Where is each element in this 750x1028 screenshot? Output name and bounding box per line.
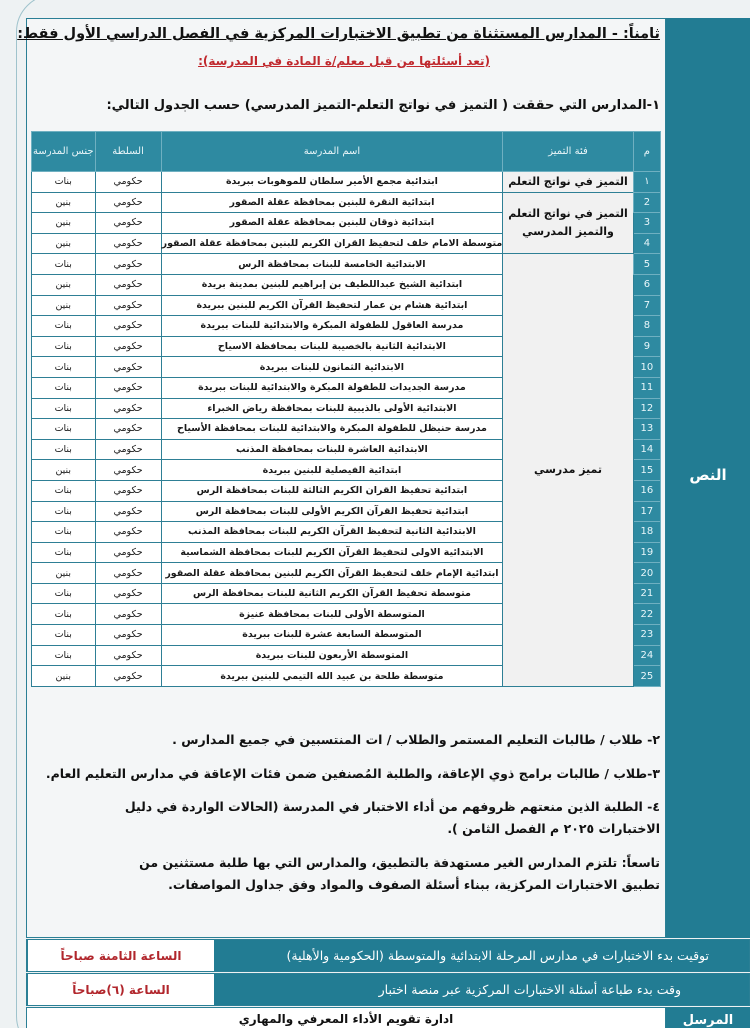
- gender: بنات: [32, 583, 96, 604]
- school-name: الابتدائية الثانية لتحفيظ القرآن الكريم للبنات بمحافظة المذنب: [161, 522, 503, 543]
- row-number: 6: [633, 274, 660, 295]
- gender: بنات: [32, 398, 96, 419]
- gender: بنين: [32, 460, 96, 481]
- authority: حكومي: [95, 625, 161, 646]
- authority: حكومي: [95, 274, 161, 295]
- authority: حكومي: [95, 522, 161, 543]
- row-number: 19: [633, 542, 660, 563]
- school-name: مدرسة العاقول للطفولة المبكرة والابتدائية للبنات ببريدة: [161, 316, 503, 337]
- school-name: الابتدائية الخامسة للبنات بمحافظة الرس: [161, 254, 503, 275]
- gender: بنات: [32, 254, 96, 275]
- row-number: 3: [633, 213, 660, 234]
- school-name: مدرسة الجديدات للطفولة المبكرة والابتدائية للبنات ببريدة: [161, 377, 503, 398]
- authority: حكومي: [95, 419, 161, 440]
- paragraph-ninth: تاسعاً: تلتزم المدارس الغير مستهدفة بالتطبيق، والمدارس التي بها طلبة مستثنين من تطبيق الاختبارات المركزية، ببناء أسئلة الصفوف والمواد وفق جداول المواصفات.: [139, 855, 660, 892]
- header-gender: جنس المدرسة: [32, 132, 96, 172]
- authority: حكومي: [95, 213, 161, 234]
- gender: بنين: [32, 274, 96, 295]
- authority: حكومي: [95, 501, 161, 522]
- school-name: ابتدائية تحفيظ القران الكريم الثالثة للبنات بمحافظة الرس: [161, 480, 503, 501]
- intro-line: ١-المدارس التي حققت ( التميز في نواتج التعلم-التميز المدرسي) حسب الجدول التالي:: [106, 98, 660, 113]
- timing-value: الساعة الثامنة صباحاً: [27, 940, 214, 971]
- header-num: م: [633, 132, 660, 172]
- sender-label: المرسل: [666, 1007, 750, 1028]
- row-number: 8: [633, 316, 660, 337]
- school-name: ابتدائية الشيخ عبداللطيف بن إبراهيم للبنين بمدينة بريدة: [161, 274, 503, 295]
- table-row: [32, 254, 661, 275]
- school-name: المتوسطة الأولى للبنات بمحافظة عنيزة: [161, 604, 503, 625]
- row-number: 15: [633, 460, 660, 481]
- authority: حكومي: [95, 398, 161, 419]
- gender: بنين: [32, 233, 96, 254]
- school-name: متوسطة الامام خلف لتحفيظ القران الكريم للبنين بمحافظة عقلة الصقور: [161, 233, 503, 254]
- row-number: 12: [633, 398, 660, 419]
- section-title: ثامناً: - المدارس المستثناة من تطبيق الاختبارات المركزية في الفصل الدراسي الأول فقط:: [17, 26, 660, 42]
- gender: بنات: [32, 316, 96, 337]
- side-label: النص: [689, 466, 727, 484]
- authority: حكومي: [95, 645, 161, 666]
- category-cell: التميز في نواتج التعلم والتميز المدرسي: [503, 192, 634, 254]
- gender: بنات: [32, 377, 96, 398]
- row-number: 23: [633, 625, 660, 646]
- row-number: ١: [633, 172, 660, 193]
- category-cell: تميز مدرسي: [503, 254, 634, 686]
- row-number: 7: [633, 295, 660, 316]
- school-name: ابتدائية تحفيظ القرآن الكريم الأولى للبنات بمحافظة الرس: [161, 501, 503, 522]
- header-category: فئة التميز: [503, 132, 634, 172]
- table-header-row: [32, 132, 661, 172]
- school-name: الابتدائية الاولى لتحفيظ القرآن الكريم للبنات بمحافظة الشماسية: [161, 542, 503, 563]
- school-name: ابتدائية هشام بن عمار لتحفيظ القرآن الكريم للبنين ببريدة: [161, 295, 503, 316]
- school-name: الابتدائية الثانية بالخصيبة للبنات بمحافظة الاسياح: [161, 336, 503, 357]
- gender: بنات: [32, 645, 96, 666]
- row-number: 16: [633, 480, 660, 501]
- school-name: ابتدائية الإمام خلف لتحفيظ القرآن الكريم للبنين بمحافظة عقلة الصقور: [161, 563, 503, 584]
- row-number: 17: [633, 501, 660, 522]
- authority: حكومي: [95, 563, 161, 584]
- row-number: 13: [633, 419, 660, 440]
- authority: حكومي: [95, 172, 161, 193]
- school-name: ابتدائية مجمع الأمير سلطان للموهوبات ببريدة: [161, 172, 503, 193]
- paragraph-3: ٣-طلاب / طالبات برامج ذوي الإعاقة، والطلبة المُصنفين ضمن فئات الإعاقة في مدارس التعليم العام.: [45, 766, 660, 781]
- authority: حكومي: [95, 336, 161, 357]
- school-name: المتوسطة السابعة عشرة للبنات ببريدة: [161, 625, 503, 646]
- row-number: 2: [633, 192, 660, 213]
- gender: بنات: [32, 439, 96, 460]
- authority: حكومي: [95, 460, 161, 481]
- row-number: 10: [633, 357, 660, 378]
- authority: حكومي: [95, 316, 161, 337]
- row-number: 24: [633, 645, 660, 666]
- school-name: ابتدائية الفيصلية للبنين ببريدة: [161, 460, 503, 481]
- header-authority: السلطة: [95, 132, 161, 172]
- timing-value: الساعة (٦)صباحاً: [27, 974, 214, 1005]
- gender: بنين: [32, 213, 96, 234]
- sender-row: [26, 1007, 750, 1028]
- row-number: 21: [633, 583, 660, 604]
- row-number: 14: [633, 439, 660, 460]
- gender: بنين: [32, 295, 96, 316]
- row-number: 18: [633, 522, 660, 543]
- authority: حكومي: [95, 377, 161, 398]
- row-number: 25: [633, 666, 660, 687]
- gender: بنات: [32, 522, 96, 543]
- row-number: 22: [633, 604, 660, 625]
- school-name: ابتدائية ذوقان للبنين بمحافظة عقلة الصقور: [161, 213, 503, 234]
- gender: بنات: [32, 501, 96, 522]
- gender: بنين: [32, 192, 96, 213]
- sender-value: ادارة تقويم الأداء المعرفي والمهاري: [26, 1007, 666, 1028]
- timing-label: توقيت بدء الاختبارات في مدارس المرحلة الابتدائية والمتوسطة (الحكومية والأهلية): [214, 940, 749, 971]
- gender: بنات: [32, 172, 96, 193]
- authority: حكومي: [95, 480, 161, 501]
- gender: بنين: [32, 563, 96, 584]
- row-number: 9: [633, 336, 660, 357]
- timing-row-start: [26, 939, 750, 972]
- school-name: المتوسطة الأربعون للبنات ببريدة: [161, 645, 503, 666]
- school-name: الابتدائية العاشرة للبنات بمحافظة المذنب: [161, 439, 503, 460]
- paragraph-4: ٤- الطلبة الذين منعتهم ظروفهم من أداء الاختبار في المدرسة (الحالات الواردة في دليل الاختبارات ٢٠٢٥ م الفصل الثامن ).: [124, 799, 660, 836]
- gender: بنات: [32, 357, 96, 378]
- gender: بنات: [32, 480, 96, 501]
- school-name: مدرسة حنيظل للطفولة المبكرة والابتدائية للبنات بمحافظة الأسياح: [161, 419, 503, 440]
- authority: حكومي: [95, 357, 161, 378]
- row-number: 11: [633, 377, 660, 398]
- school-name: الابتدائية الثمانون للبنات ببريدة: [161, 357, 503, 378]
- category-cell: التميز في نواتج التعلم: [503, 172, 634, 193]
- school-name: الابتدائية الأولى بالذيبية للبنات بمحافظة رياض الخبراء: [161, 398, 503, 419]
- row-number: 20: [633, 563, 660, 584]
- authority: حكومي: [95, 583, 161, 604]
- school-name: متوسطة تحفيظ القرآن الكريم الثانية للبنات بمحافظة الرس: [161, 583, 503, 604]
- gender: بنات: [32, 542, 96, 563]
- authority: حكومي: [95, 439, 161, 460]
- authority: حكومي: [95, 666, 161, 687]
- school-name: متوسطة طلحة بن عبيد الله التيمي للبنين ببريدة: [161, 666, 503, 687]
- header-school: اسم المدرسة: [161, 132, 503, 172]
- paragraph-2: ٢- طلاب / طالبات التعليم المستمر والطلاب / ات المنتسبين في جميع المدارس .: [172, 732, 660, 747]
- gender: بنات: [32, 336, 96, 357]
- authority: حكومي: [95, 233, 161, 254]
- authority: حكومي: [95, 295, 161, 316]
- timing-row-print: [26, 973, 750, 1006]
- gender: بنين: [32, 666, 96, 687]
- section-subtitle: (تعد أسئلتها من قبل معلم/ة المادة في المدرسة):: [198, 54, 490, 68]
- table-row: [32, 192, 661, 213]
- authority: حكومي: [95, 254, 161, 275]
- row-number: 4: [633, 233, 660, 254]
- gender: بنات: [32, 625, 96, 646]
- row-number: 5: [633, 254, 660, 275]
- schools-table: [31, 131, 661, 687]
- table-row: [32, 172, 661, 193]
- timing-label: وقت بدء طباعة أسئلة الاختبارات المركزية عبر منصة اختبار: [214, 974, 749, 1005]
- authority: حكومي: [95, 604, 161, 625]
- authority: حكومي: [95, 192, 161, 213]
- gender: بنات: [32, 604, 96, 625]
- school-name: ابتدائية النقرة للبنين بمحافظة عقلة الصقور: [161, 192, 503, 213]
- gender: بنات: [32, 419, 96, 440]
- authority: حكومي: [95, 542, 161, 563]
